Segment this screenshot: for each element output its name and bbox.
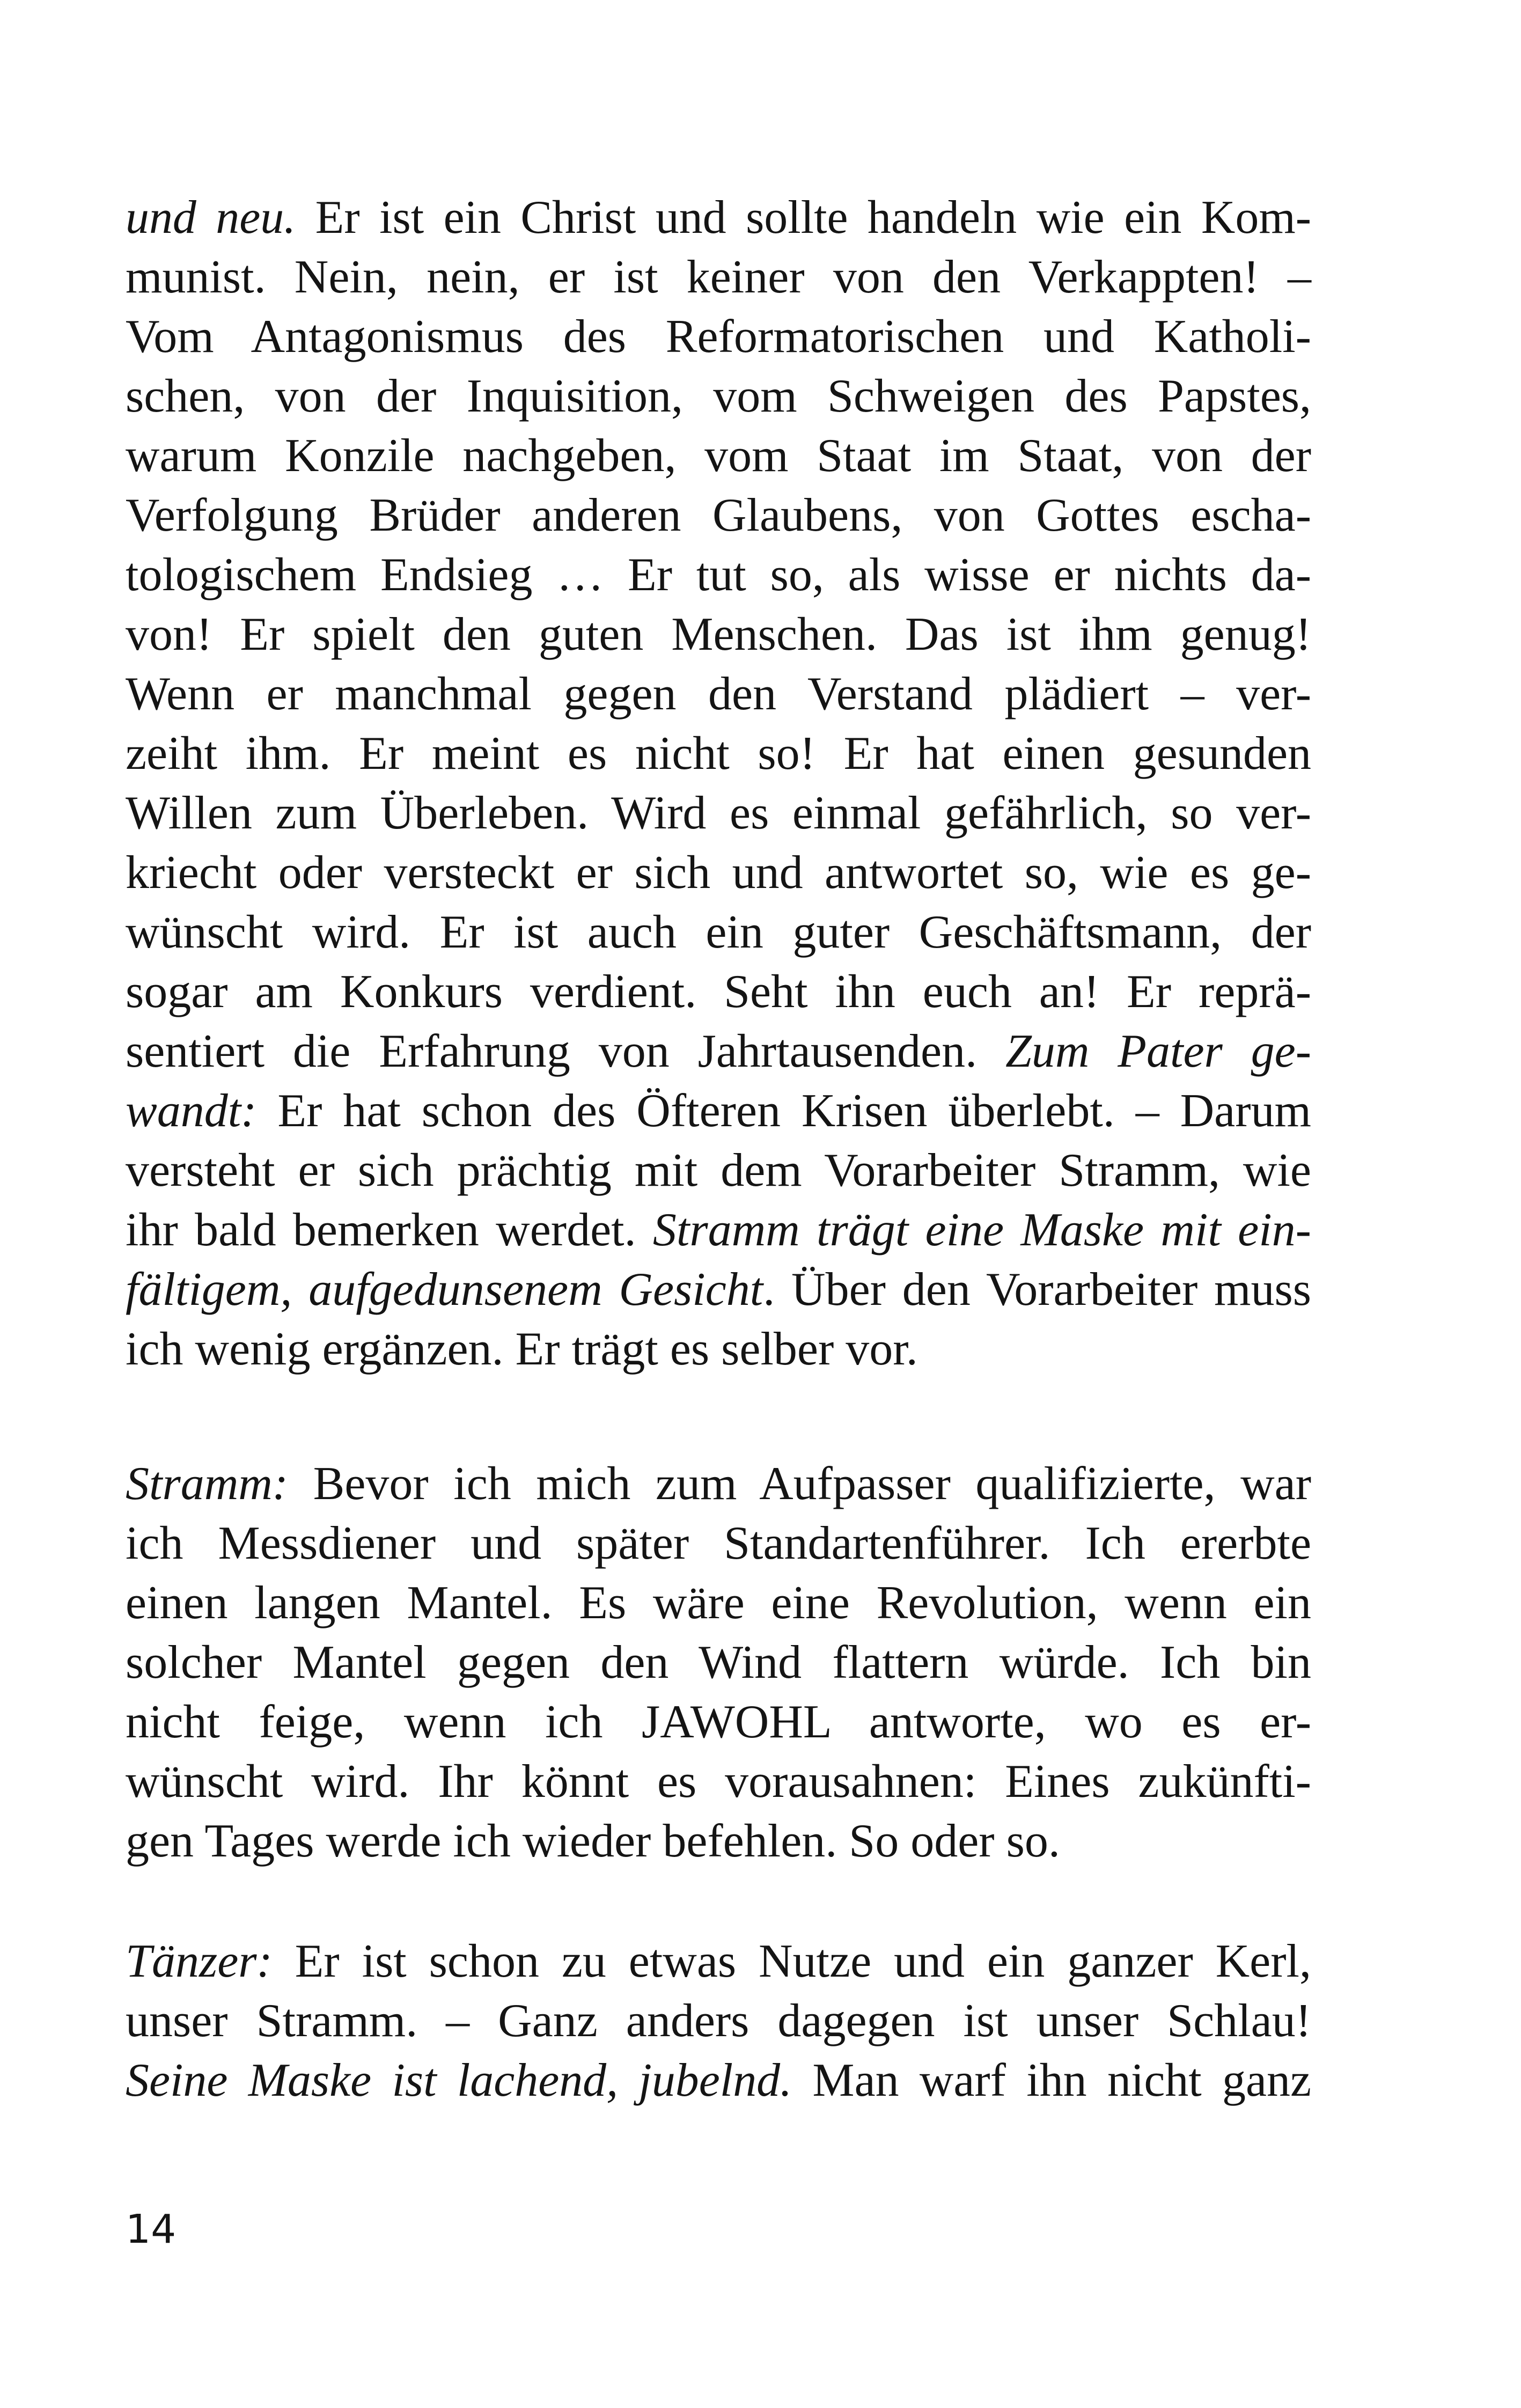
text-run: Er ist schon zu etwas Nutze und ein ganzer Kerl, [272, 1935, 1311, 1987]
text-line [126, 1752, 1311, 1811]
text-line [126, 486, 1311, 545]
text-run: nicht feige, wenn ich JAWOHL antworte, wo es er- [126, 1696, 1311, 1748]
text-line [126, 962, 1311, 1022]
text-line [126, 188, 1311, 247]
text-line [126, 307, 1311, 366]
stage-direction: Zum Pater ge- [1005, 1025, 1311, 1077]
text-line [126, 724, 1311, 783]
text-run: ich wenig ergänzen. Er trägt es selber vor. [126, 1323, 918, 1375]
text-run: Er hat schon des Öfteren Krisen überlebt. – Darum [256, 1085, 1311, 1137]
stage-direction: und neu. [126, 192, 296, 244]
text-run: Wenn er manchmal gegen den Verstand plädiert – ver- [126, 668, 1311, 720]
paragraph-stramm [126, 1454, 1311, 1871]
text-run: gen Tages werde ich wieder befehlen. So oder so. [126, 1815, 1060, 1867]
page-number: 14 [126, 2206, 177, 2252]
text-run: Verfolgung Brüder anderen Glaubens, von Gottes escha- [126, 489, 1311, 541]
text-line [126, 1141, 1311, 1200]
text-run: tologischem Endsieg … Er tut so, als wisse er nichts da- [126, 549, 1311, 601]
text-line [126, 1991, 1311, 2051]
text-line [126, 605, 1311, 664]
text-run: Vom Antagonismus des Reformatorischen und Katholi- [126, 311, 1311, 363]
text-run: einen langen Mantel. Es wäre eine Revolution, wenn ein [126, 1577, 1311, 1629]
text-run: . Über den Vorarbeiter muss [763, 1264, 1311, 1316]
stage-direction: fältigem, aufgedunsenem Gesicht [126, 1264, 763, 1316]
speaker-name: Stramm: [126, 1458, 289, 1510]
speaker-name: Tänzer: [126, 1935, 273, 1987]
text-line [126, 1022, 1311, 1081]
text-run: zeiht ihm. Er meint es nicht so! Er hat einen gesunden [126, 728, 1311, 780]
text-line [126, 1514, 1311, 1573]
text-run: wünscht wird. Er ist auch ein guter Geschäftsmann, der [126, 906, 1311, 958]
text-line [126, 426, 1311, 486]
text-line [126, 783, 1311, 843]
text-run: sentiert die Erfahrung von Jahrtausenden. [126, 1025, 1005, 1077]
text-run: Er ist ein Christ und sollte handeln wie ein Kom- [296, 192, 1311, 244]
paragraph-taenzer [126, 1932, 1311, 2110]
text-run: Bevor ich mich zum Aufpasser qualifizierte, war [288, 1458, 1311, 1510]
text-line [126, 1454, 1311, 1514]
text-line [126, 2051, 1311, 2110]
stage-direction: wandt: [126, 1085, 257, 1137]
stage-direction: Seine Maske ist lachend, jubelnd. [126, 2054, 792, 2106]
text-run: versteht er sich prächtig mit dem Vorarbeiter Stramm, wie [126, 1144, 1311, 1196]
text-line [126, 247, 1311, 307]
text-line [126, 1633, 1311, 1692]
text-line [126, 1692, 1311, 1752]
text-run: sogar am Konkurs verdient. Seht ihn euch an! Er reprä- [126, 966, 1311, 1018]
text-run: von! Er spielt den guten Menschen. Das ist ihm genug! [126, 608, 1311, 660]
text-line [126, 1260, 1311, 1319]
text-line [126, 664, 1311, 724]
text-run: munist. Nein, nein, er ist keiner von den Verkappten! – [126, 251, 1311, 303]
text-line [126, 902, 1311, 962]
text-run: Man warf ihn nicht ganz [792, 2054, 1311, 2106]
text-line [126, 1319, 1311, 1379]
text-run: unser Stramm. – Ganz anders dagegen ist unser Schlau! [126, 1995, 1311, 2047]
text-run: solcher Mantel gegen den Wind flattern würde. Ich bin [126, 1636, 1311, 1688]
text-line [126, 366, 1311, 426]
text-run: warum Konzile nachgeben, vom Staat im Staat, von der [126, 430, 1311, 482]
text-line [126, 843, 1311, 902]
text-run: schen, von der Inquisition, vom Schweigen des Papstes, [126, 370, 1311, 422]
text-line [126, 545, 1311, 605]
text-line [126, 1811, 1311, 1871]
text-run: ihr bald bemerken werdet. [126, 1204, 653, 1256]
text-line [126, 1081, 1311, 1141]
text-line [126, 1573, 1311, 1633]
text-run: ich Messdiener und später Standartenführer. Ich ererbte [126, 1517, 1311, 1569]
text-run: Willen zum Überleben. Wird es einmal gefährlich, so ver- [126, 787, 1311, 839]
text-run: wünscht wird. Ihr könnt es vorausahnen: Eines zukünfti- [126, 1756, 1311, 1808]
text-line [126, 1932, 1311, 1991]
text-line [126, 1200, 1311, 1260]
paragraph-narration [126, 188, 1311, 1379]
text-run: kriecht oder versteckt er sich und antwortet so, wie es ge- [126, 847, 1311, 899]
stage-direction: Stramm trägt eine Maske mit ein- [652, 1204, 1311, 1256]
